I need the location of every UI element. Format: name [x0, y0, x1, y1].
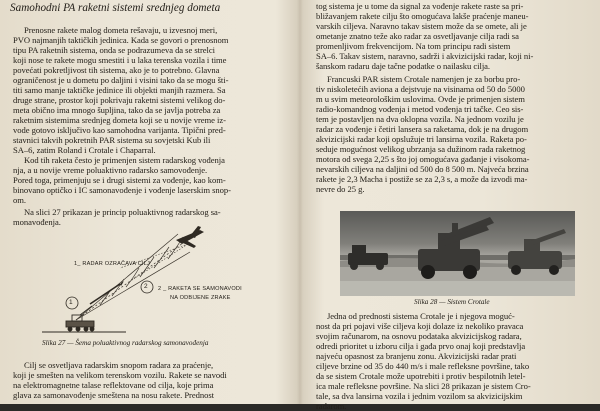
text-line: tog sistema je u tome da signal za vođenje rakete raste sa pri-	[316, 1, 524, 11]
text-line: seduje mogućnost velikog ubrzanja sa dužinom rada raketnog	[316, 144, 526, 154]
text-line: tale, sa dva lansirna vozila i jednim vozilom sa akvizicijskim	[316, 391, 523, 401]
text-line: promenljivom frekvencijom. Na tom principu radi sistem	[316, 41, 511, 51]
diagram-label-missile-2: NA ODBIJENE ZRAKE	[170, 295, 231, 301]
marker-circles	[66, 281, 153, 309]
text-line: akvizicijski radar koji opslužuje tri lansirna vozila. Raketa po-	[316, 134, 527, 144]
launcher-vehicle-icon	[42, 306, 126, 332]
text-line: Na slici 27 prikazan je princip poluaktivnog radarskog sa-	[24, 207, 221, 217]
text-line: šanskom radaru daje tačne podatke o nailasku cilja.	[316, 61, 491, 71]
text-line: odredi prioritet u izboru cilja i gađa prvo onaj koji predstavlja	[316, 341, 526, 351]
text-line: meta obično ima mnogo šupljina, tako da se javlja potreba za	[13, 105, 221, 115]
text-line: bližavanjem rakete cilju što omogućava lakše praćenje maneu-	[316, 11, 529, 21]
text-line: raketnim sistemima srednjeg dometa koji se u novije vreme iz-	[13, 115, 226, 125]
figure-28-caption: Slika 28 — Sistem Crotale	[414, 298, 490, 306]
crotale-photo-drawing	[340, 211, 575, 296]
text-line: rakete je 2,3 Macha i postiže se za 2,3 s, a može da izvodi ma-	[316, 174, 528, 184]
figure-27-caption: Slika 27 — Šema poluaktivnog radarskog samonavođenja	[42, 339, 209, 347]
text-line: varskih ciljeva. Naravno takav sistem može da se omete, ali je	[316, 21, 527, 31]
missile-icon	[90, 281, 124, 304]
radar-beam-cone	[76, 234, 190, 320]
text-line: glava za samonavođenje smeštena na nosu rakete. Prednost	[13, 390, 214, 400]
text-line: SA–6, zatim Roland i Crotale i Chaparral.	[13, 145, 156, 155]
text-line: SA–6. Takav sistem, naravno, sadrži i akvizicijski radar, koji ni-	[316, 51, 534, 61]
left-page	[0, 0, 292, 404]
text-line: najveću opasnost za branjenu zonu. Akvizicijski radar prati	[316, 351, 517, 361]
text-line: Kod tih raketa često je primenjen sistem radarskog vođenja	[24, 155, 225, 165]
text-line: tiv niskoletećih aviona a dejstvuje na visinama od 50 do 5000	[316, 84, 525, 94]
text-line: Francuski PAR sistem Crotale namenjen je za borbu pro-	[327, 74, 521, 84]
text-line: motora od svega 2,25 s što joj omogućava gađanje i visokoma-	[316, 154, 530, 164]
text-line: Pored toga, primenjuju se i drugi sistemi za vođenje, kao kom-	[13, 175, 226, 185]
text-line: stavnici takvih pokretnih PAR sistema su sovjetski Kub ili	[13, 135, 211, 145]
text-line: PVO najmanjih taktičkih jedinica. Kada se govori o prenosnom	[13, 35, 229, 45]
text-line: ciljeve brzine od 35 do 440 m/s i male refleksne površine, tako	[316, 361, 530, 371]
marker-1-label: 1	[69, 299, 73, 306]
page-title: Samohodni PA raketni sistemi srednjeg dometa	[10, 2, 221, 14]
text-line: titi samo manje taktičke jedinice ili objekti manjih razmera. Sa	[13, 85, 226, 95]
text-line: povećati pokretljivost tih sistema, ako je to potrebno. Glavna	[13, 65, 220, 75]
diagram-label-missile: 2 _ RAKETA SE SAMONAVODI	[158, 286, 242, 292]
text-line: da se sistem Crotale može upotrebiti i protiv bespilotnih letel-	[316, 371, 526, 381]
text-line: tipu PA raketnih sistema, onda se podrazumeva da se strelci	[13, 45, 215, 55]
text-line: nevarskih ciljeva na daljini od 500 do 8 500 m. Najveća brzina	[316, 164, 529, 174]
crotale-system-photo	[340, 211, 575, 296]
text-line: ica male refleksne površine. Na slici 28 prikazan je sistem Cro-	[316, 381, 531, 391]
text-line: monavođenja.	[13, 217, 61, 227]
text-line: koji nose te rakete mogu smestiti i u laka terenska vozila i time	[13, 55, 227, 65]
text-line: Cilj se osvetljava radarskim snopom radara za praćenje,	[24, 360, 214, 370]
right-page	[310, 0, 600, 411]
text-line: ograničenost je u dometu po daljini i visini tako da se mogu šti-	[13, 75, 229, 85]
text-line: koji je smešten na velikom terenskom vozilu. Rakete se navodi	[13, 370, 227, 380]
text-line: na elektromagnetne talase reflektovane od cilja, koje prima	[13, 380, 214, 390]
text-line: Prenosne rakete malog dometa rešavaju, u izvesnoj meri,	[24, 25, 218, 35]
text-line: vode gotovo isključivo kao samohodna varijanta. Tipični pred-	[13, 125, 226, 135]
text-line: radar za vođenje i četiri lansera sa raketama, dok je na drugom	[316, 124, 529, 134]
text-line: m u svim meteorološkim uslovima. Ovde je primenjen sistem	[316, 94, 525, 104]
text-line: ometanje znatno teže ako radar za osvetljavanje cilja radi sa	[316, 31, 519, 41]
text-line: nja, a u novije vreme poluaktivno radarsko samovođenje.	[13, 165, 208, 175]
text-line: druge strane, prostor koji pokrivaju raketni sistemi velikog do-	[13, 95, 226, 105]
text-line: svojim računarom, na osnovu podataka akvizicijskog radara,	[316, 331, 522, 341]
text-line: Jedna od prednosti sistema Crotale je i njegova moguć-	[327, 311, 515, 321]
marker-2-label: 2	[144, 283, 148, 290]
text-line: tem je postavljen na dva oklopna vozila. Na jednom vozilu je	[316, 114, 524, 124]
text-line: om.	[13, 195, 26, 205]
diagram-label-radar: 1_ RADAR OZRAČAVA CILJ	[74, 261, 150, 267]
text-line: radarom.	[316, 401, 347, 411]
text-line: nevre do 25 g.	[316, 184, 365, 194]
text-line: nost da pri pojavi više ciljeva koji dolaze iz nekoliko pravaca	[316, 321, 524, 331]
text-line: radio-komandnog vođenja i metod vođenja tri tačke. Ceo sis-	[316, 104, 524, 114]
text-line: binovano optičko i IC samonavođenje i vođenje laserskim snop-	[13, 185, 231, 195]
